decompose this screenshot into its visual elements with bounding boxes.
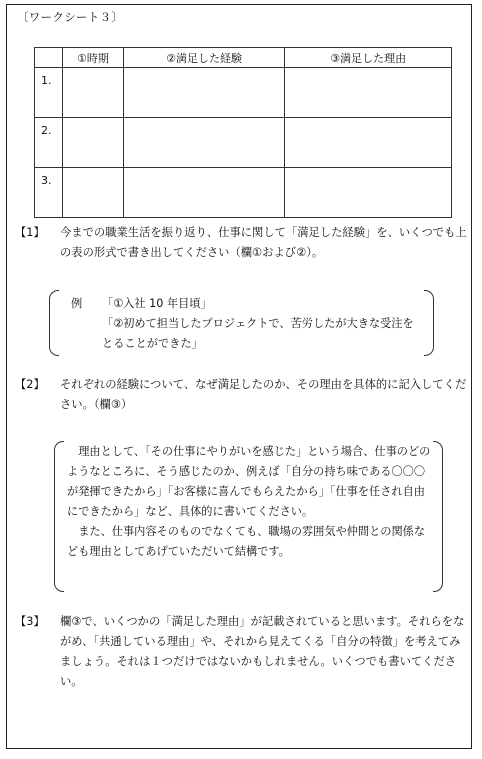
example-box-2: [54, 441, 443, 592]
example-line-1: [71, 294, 424, 314]
question-text: 欄③で、いくつかの「満足した理由」が記載されていると思います。それらをながめ、「共通している理由」や、それから見えてくる「自分の特徴」を考えてみましょう。それは１つだけではないかもしれません。いくつでも書いてください。: [60, 615, 465, 688]
right-bracket: [433, 441, 443, 592]
table-header-row: [35, 48, 452, 68]
right-bracket: [424, 290, 434, 356]
question-text: 今までの職業生活を振り返り、仕事に関して「満足した経験」を、いくつでも上の表の形式で書き出してください（欄①および②）。: [60, 226, 467, 259]
example-content: [71, 294, 424, 354]
question-number: 【3】: [15, 615, 45, 628]
question-1: [15, 223, 467, 263]
example-experience: 「②初めて担当したプロジェクトで、苦労したが大きな受注をとることができた」: [102, 317, 414, 350]
reason-cell[interactable]: [285, 118, 452, 168]
example-label: 例: [71, 297, 83, 310]
header-satisfied-experience: ②満足した経験: [123, 48, 285, 68]
example-paragraph-1: 理由として、「その仕事にやりがいを感じた」という場合、仕事のどのようなところに、そう感じたのか、例えば「自分の持ち味である〇〇〇が発揮できたから」「お客様に喜んでもらえたから」「仕事を任され自由にできたから」など、具体的に書いてください。: [67, 445, 431, 518]
experience-cell[interactable]: [123, 168, 285, 218]
header-blank: [35, 48, 63, 68]
example-paragraph-2: また、仕事内容そのものでなくても、職場の雰囲気や仲間との関係なども理由としてあげていただいて結構です。: [67, 525, 426, 558]
example-period: 「①入社 10 年目頃」: [102, 297, 212, 310]
example-content: [67, 442, 433, 562]
row-number: 3.: [35, 168, 63, 218]
question-number: 【1】: [15, 226, 45, 239]
experience-cell[interactable]: [123, 68, 285, 118]
period-cell[interactable]: [62, 68, 123, 118]
question-text: それぞれの経験について、なぜ満足したのか、その理由を具体的に記入してください。（欄③）: [60, 378, 467, 411]
question-3: [15, 612, 467, 692]
experience-cell[interactable]: [123, 118, 285, 168]
table-row: [35, 168, 452, 218]
header-period: ①時期: [62, 48, 123, 68]
reason-cell[interactable]: [285, 68, 452, 118]
table-row: [35, 118, 452, 168]
worksheet: [6, 4, 472, 749]
period-cell[interactable]: [62, 118, 123, 168]
question-number: 【2】: [15, 378, 45, 391]
row-number: 1.: [35, 68, 63, 118]
left-bracket: [49, 290, 59, 356]
row-number: 2.: [35, 118, 63, 168]
left-bracket: [54, 441, 64, 592]
reason-cell[interactable]: [285, 168, 452, 218]
worksheet-table: [34, 47, 452, 218]
table-row: [35, 68, 452, 118]
question-2: [15, 375, 467, 415]
example-box-1: [49, 290, 434, 356]
header-satisfied-reason: ③満足した理由: [285, 48, 452, 68]
worksheet-title: 〔ワークシート３〕: [17, 10, 124, 24]
period-cell[interactable]: [62, 168, 123, 218]
